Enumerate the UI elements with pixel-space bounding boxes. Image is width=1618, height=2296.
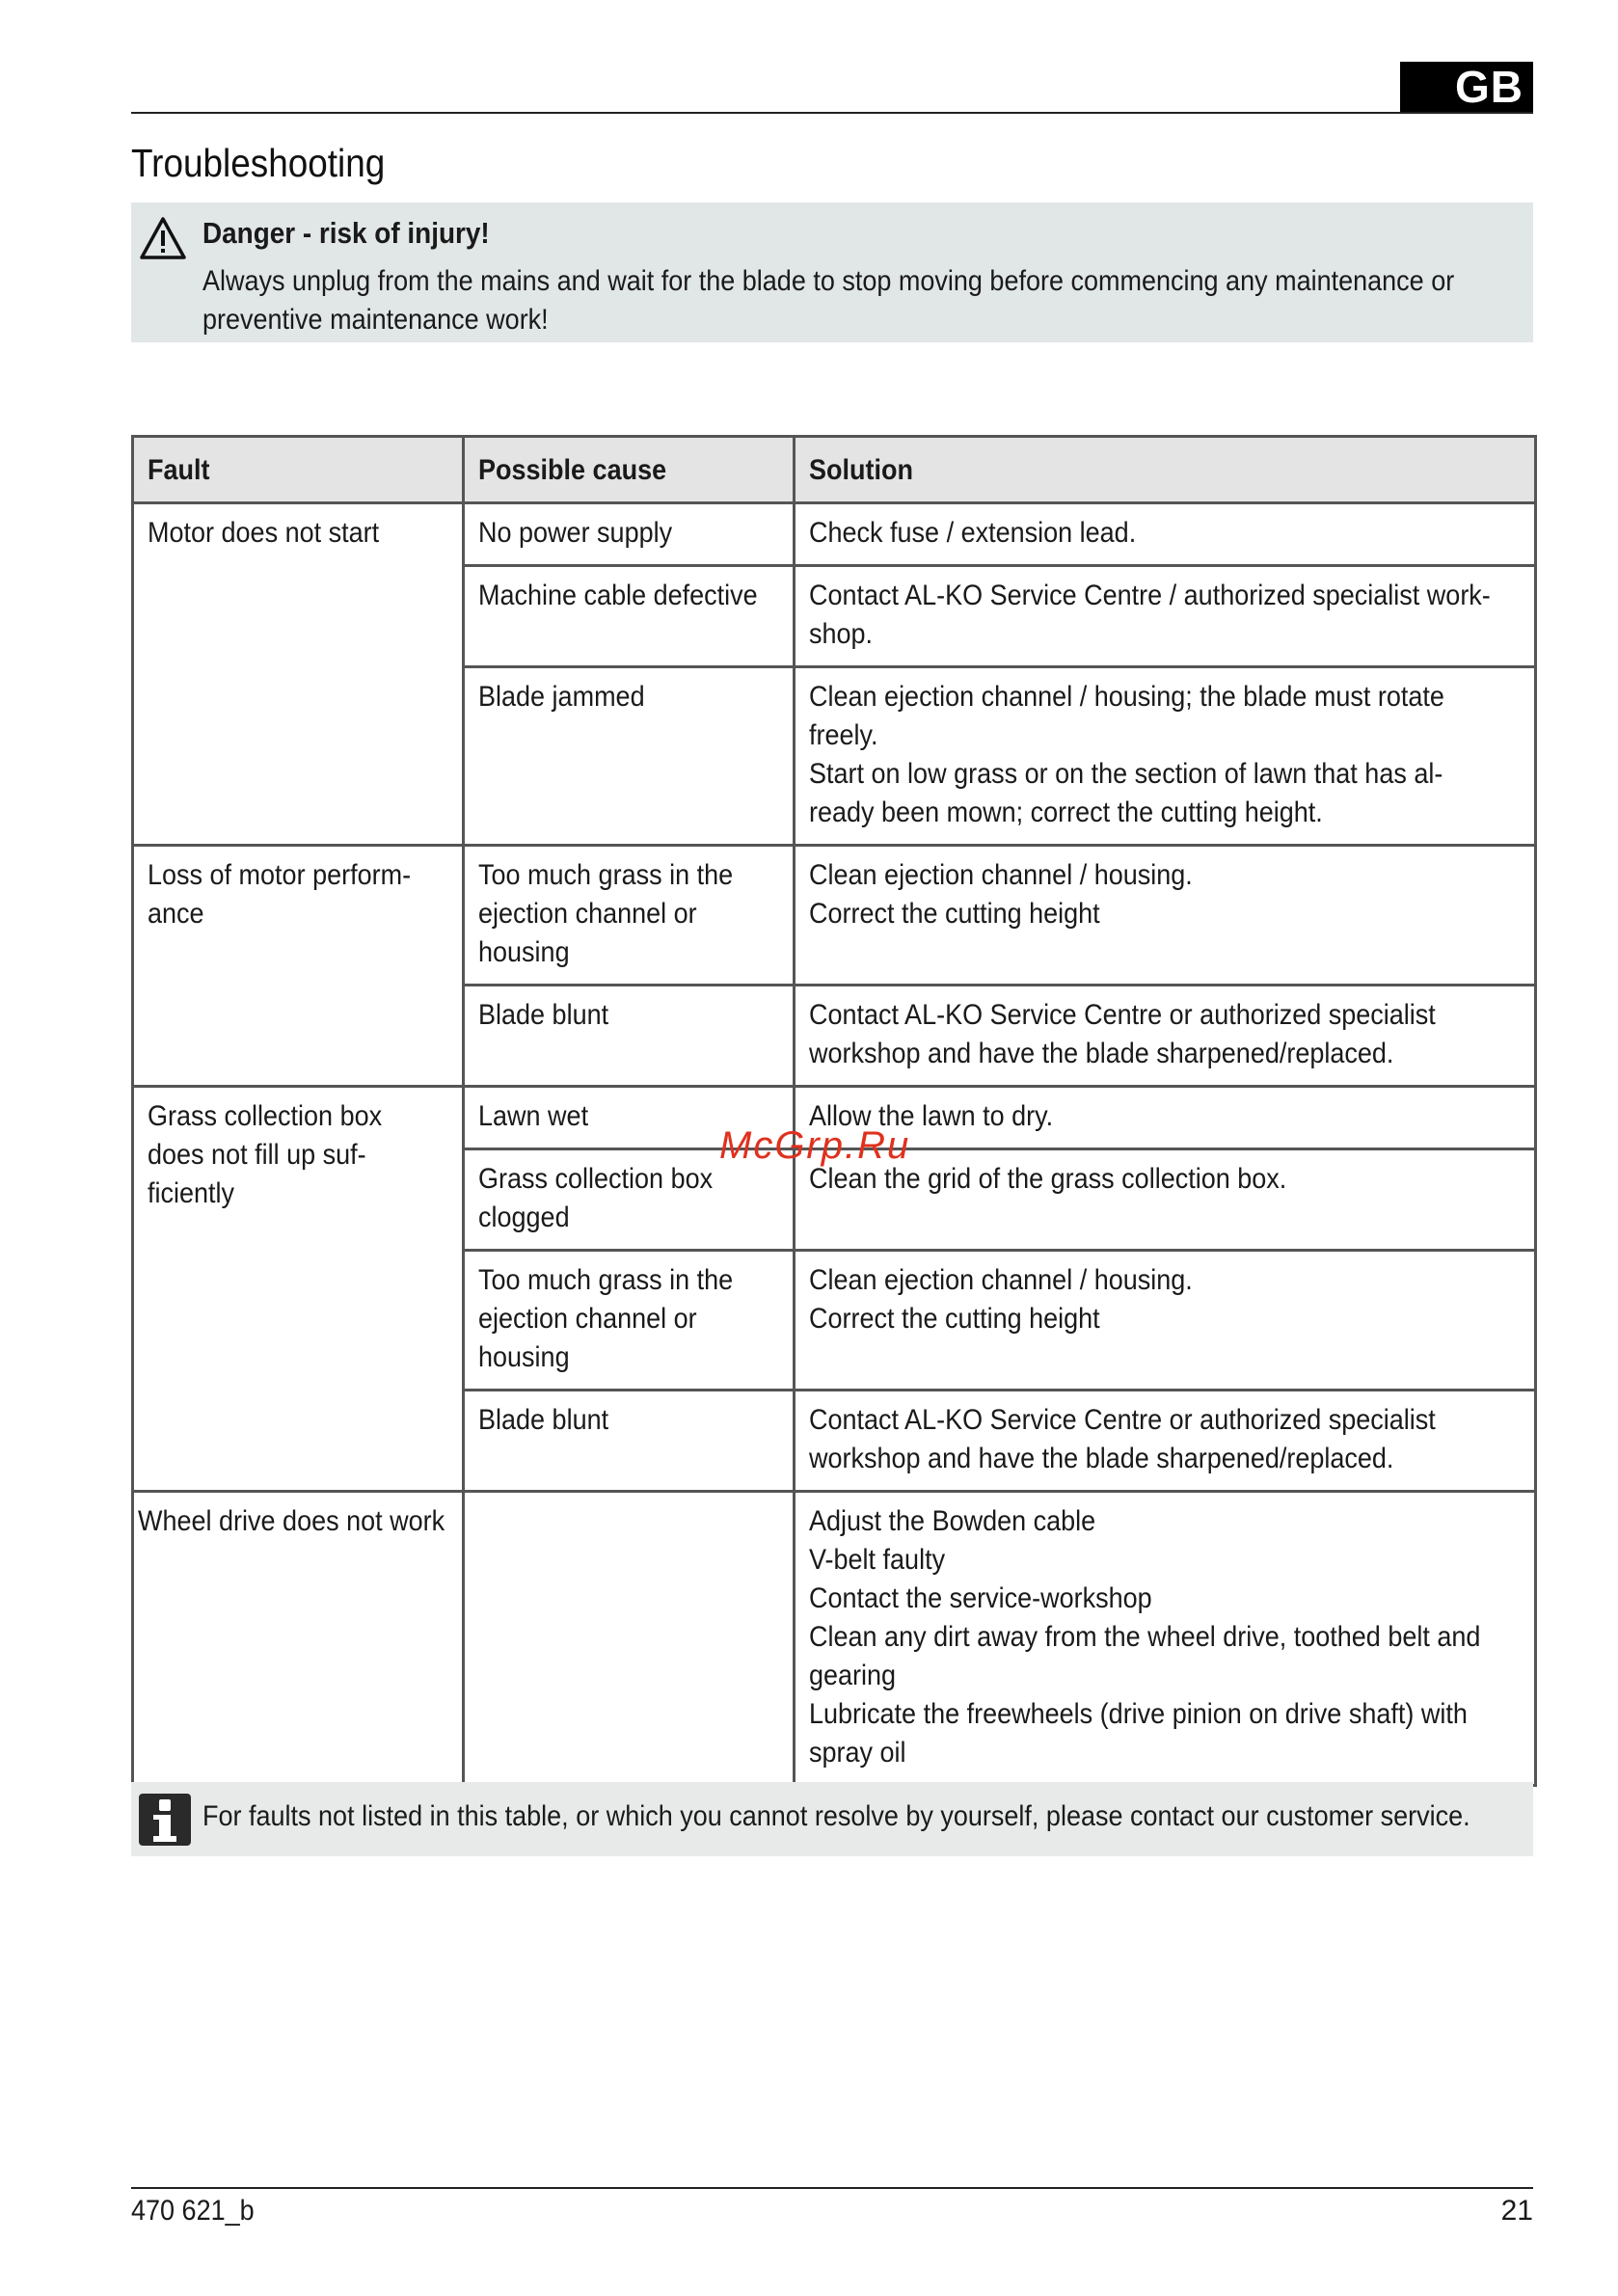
troubleshooting-table xyxy=(131,435,1537,1787)
page-title: Troubleshooting xyxy=(131,141,386,185)
header-cause: Possible cause xyxy=(464,437,795,503)
fault-cell: Loss of motor perform- ance xyxy=(133,846,464,1087)
warning-triangle-icon xyxy=(139,216,187,260)
fault-cell: Grass collection box does not fill up suf- ficiently xyxy=(133,1087,464,1492)
table-row xyxy=(133,1492,1536,1786)
document-code: 470 621_b xyxy=(131,2195,255,2227)
cause-cell: Grass collection box clogged xyxy=(464,1149,795,1251)
solution-cell: Contact AL-KO Service Centre or authorized specialist workshop and have the blade sharpened/replaced. xyxy=(795,1391,1536,1492)
cause-cell: Lawn wet xyxy=(464,1087,795,1149)
language-code: GB xyxy=(1455,62,1524,112)
info-icon xyxy=(139,1794,191,1846)
header-solution: Solution xyxy=(795,437,1536,503)
info-notice xyxy=(131,1782,1533,1856)
solution-cell: Contact AL-KO Service Centre / authorized specialist work- shop. xyxy=(795,566,1536,667)
table-row xyxy=(133,846,1536,986)
cause-cell: Blade jammed xyxy=(464,667,795,846)
footer-rule xyxy=(131,2187,1533,2189)
info-text: For faults not listed in this table, or which you cannot resolve by yourself, please contact our customer service. xyxy=(202,1800,1470,1832)
danger-notice xyxy=(131,203,1533,342)
fault-cell: Wheel drive does not work xyxy=(133,1492,464,1786)
solution-cell: Clean ejection channel / housing. Correct the cutting height xyxy=(795,846,1536,986)
cause-cell: Too much grass in the ejection channel or housing xyxy=(464,846,795,986)
danger-text: Always unplug from the mains and wait for the blade to stop moving before commencing any maintenance or preventive maintenance work! xyxy=(202,265,1455,336)
solution-cell: Allow the lawn to dry. xyxy=(795,1087,1536,1149)
table-header-row xyxy=(133,437,1536,503)
cause-cell: Too much grass in the ejection channel or housing xyxy=(464,1251,795,1391)
cause-cell: No power supply xyxy=(464,503,795,566)
solution-cell: Clean ejection channel / housing. Correct the cutting height xyxy=(795,1251,1536,1391)
watermark: McGrp.Ru xyxy=(719,1124,911,1167)
solution-cell: Check fuse / extension lead. xyxy=(795,503,1536,566)
cause-cell xyxy=(464,1492,795,1786)
solution-cell: Clean ejection channel / housing; the blade must rotate freely. Start on low grass or on the section of lawn that has al- ready been mown; correct the cutting height. xyxy=(795,667,1536,846)
language-tab xyxy=(1400,62,1533,112)
solution-cell: Contact AL-KO Service Centre or authorized specialist workshop and have the blade sharpened/replaced. xyxy=(795,986,1536,1087)
header-rule xyxy=(131,112,1533,114)
danger-title: Danger - risk of injury! xyxy=(202,216,490,250)
fault-cell: Motor does not start xyxy=(133,503,464,846)
cause-cell: Blade blunt xyxy=(464,986,795,1087)
table-row xyxy=(133,503,1536,566)
header-fault: Fault xyxy=(133,437,464,503)
solution-cell: Adjust the Bowden cable V-belt faulty Contact the service-workshop Clean any dirt away from the wheel drive, toothed belt and gearing Lubricate the freewheels (drive pinion on drive shaft) with spray oil xyxy=(795,1492,1536,1786)
cause-cell: Machine cable defective xyxy=(464,566,795,667)
solution-cell: Clean the grid of the grass collection box. xyxy=(795,1149,1536,1251)
page-number: 21 xyxy=(1500,2195,1533,2227)
cause-cell: Blade blunt xyxy=(464,1391,795,1492)
